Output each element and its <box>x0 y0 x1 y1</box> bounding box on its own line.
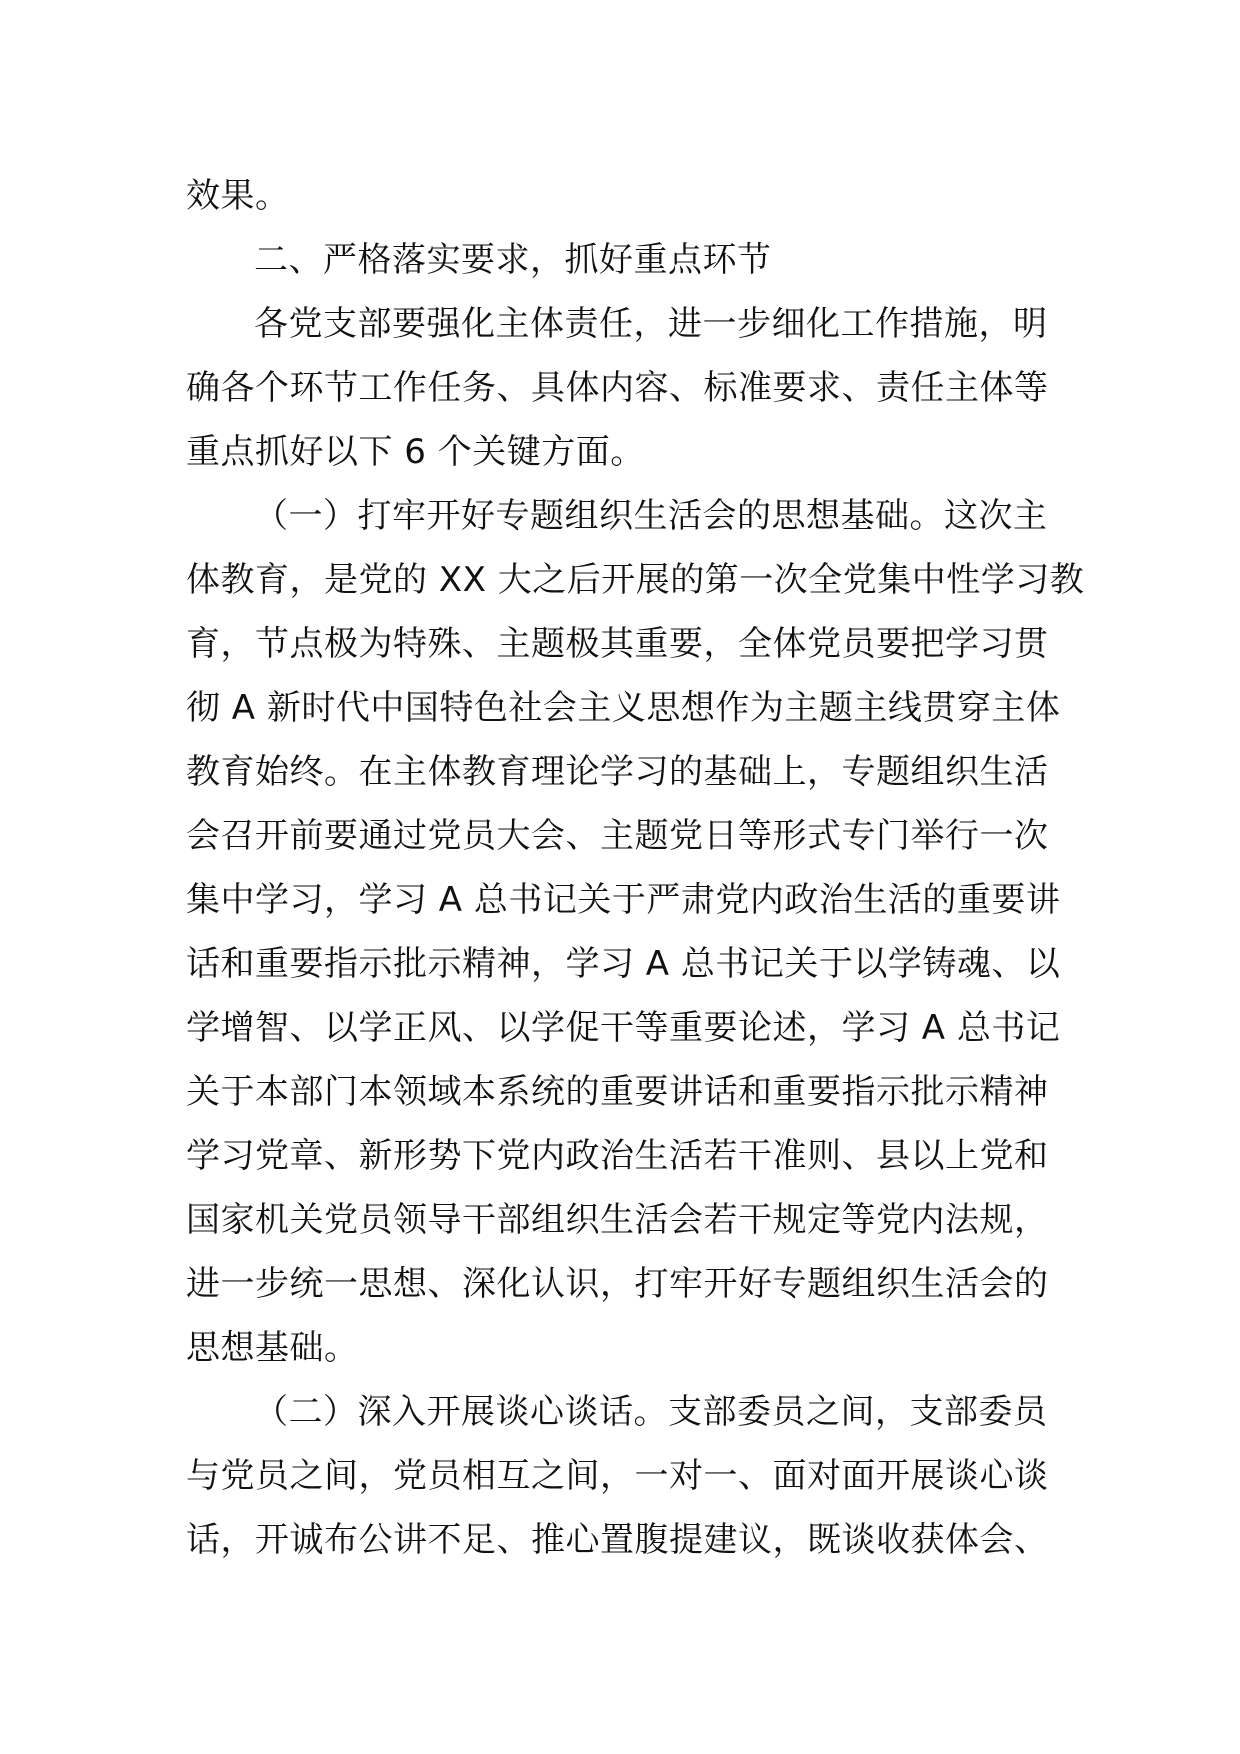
text-line: 话和重要指示批示精神，学习 A 总书记关于以学铸魂、以 <box>186 944 1061 984</box>
text-line: 话，开诚布公讲不足、推心置腹提建议，既谈收获体会、 <box>186 1520 1049 1560</box>
text-line: （一）打牢开好专题组织生活会的思想基础。这次主 <box>254 496 1048 536</box>
text-line: 重点抓好以下 6 个关键方面。 <box>186 432 645 472</box>
text-line: 学增智、以学正风、以学促干等重要论述，学习 A 总书记 <box>186 1008 1061 1048</box>
text-line: （二）深入开展谈心谈话。支部委员之间，支部委员 <box>254 1392 1048 1432</box>
text-line: 与党员之间，党员相互之间，一对一、面对面开展谈心谈 <box>186 1456 1049 1496</box>
text-line: 各党支部要强化主体责任，进一步细化工作措施，明 <box>254 304 1048 344</box>
text-line: 学习党章、新形势下党内政治生活若干准则、县以上党和 <box>186 1136 1049 1176</box>
section-heading: 二、严格落实要求，抓好重点环节 <box>254 240 772 280</box>
text-line: 彻 A 新时代中国特色社会主义思想作为主题主线贯穿主体 <box>186 688 1061 728</box>
text-line: 思想基础。 <box>186 1328 359 1368</box>
text-line: 关于本部门本领域本系统的重要讲话和重要指示批示精神 <box>186 1072 1049 1112</box>
text-line: 会召开前要通过党员大会、主题党日等形式专门举行一次 <box>186 816 1049 856</box>
text-line: 确各个环节工作任务、具体内容、标准要求、责任主体等 <box>186 368 1049 408</box>
text-line: 教育始终。在主体教育理论学习的基础上，专题组织生活 <box>186 752 1049 792</box>
text-line: 国家机关党员领导干部组织生活会若干规定等党内法规， <box>186 1200 1049 1240</box>
text-line: 体教育，是党的 XX 大之后开展的第一次全党集中性学习教 <box>186 560 1085 600</box>
text-line: 进一步统一思想、深化认识，打牢开好专题组织生活会的 <box>186 1264 1049 1304</box>
text-line: 集中学习，学习 A 总书记关于严肃党内政治生活的重要讲 <box>186 880 1061 920</box>
text-line: 育，节点极为特殊、主题极其重要，全体党员要把学习贯 <box>186 624 1049 664</box>
text-line: 效果。 <box>186 176 290 216</box>
